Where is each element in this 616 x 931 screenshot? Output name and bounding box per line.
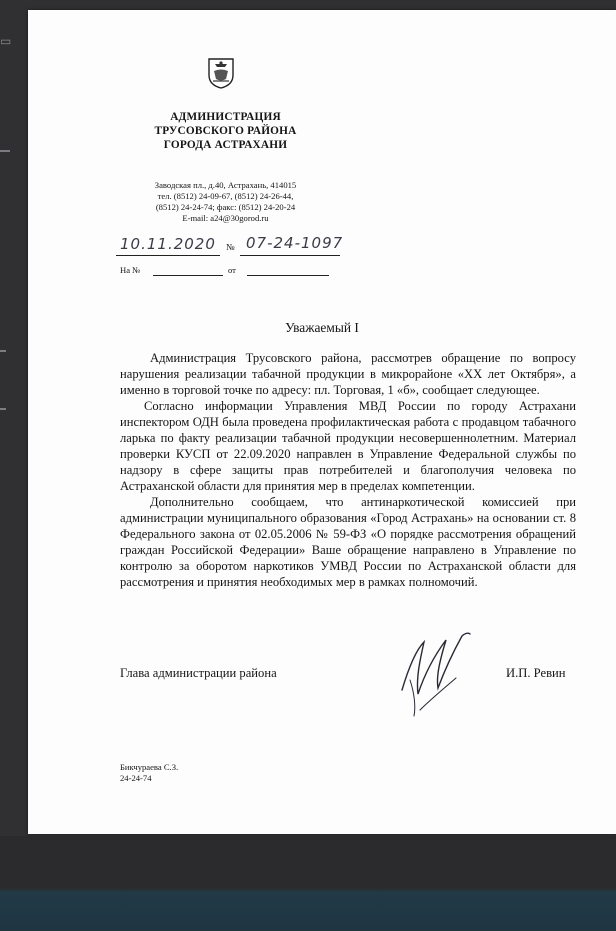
address-line: Заводская пл., д.40, Астрахань, 414015 — [154, 180, 297, 190]
letter-body — [120, 350, 576, 590]
date-underline — [116, 255, 220, 256]
number-underline — [240, 255, 340, 256]
body-paragraph: Дополнительно сообщаем, что антинаркотической комиссией при администрации муниципального образования «Город Астрахань» на основании ст. 8 Федерального закона от 02.05.2006 № 59-ФЗ «О порядке рассмотрения обращений граждан Российской Федерации» Ваше обращение направлено в Управление по контролю за оборотом наркотиков УМВД России по Астраханской области для рассмотрения и принятия необходимых мер в рамках полномочий. — [120, 495, 576, 589]
from-underline — [247, 275, 329, 276]
email-line: E-mail: a24@30gorod.ru — [182, 213, 269, 223]
body-paragraph: Согласно информации Управления МВД России по городу Астрахани инспектором ОДН была проведена профилактическая работа с продавцом табачного ларька по факту реализации табачной продукции несовершеннолетним. Материал проверки КУСП от 22.09.2020 направлен в Управление Федеральной службы по надзору в сфере защиты прав потребителей и благополучия человека по Астраханской области для принятия мер в пределах компетенции. — [120, 399, 576, 493]
reference-underline — [153, 275, 223, 276]
fax-line: (8512) 24-24-74; факс: (8512) 24-20-24 — [155, 202, 296, 212]
partial-text-mark — [0, 408, 6, 410]
signatory-name: И.П. Ревин — [506, 666, 566, 680]
executor-name: Бикчураева С.З. — [120, 762, 179, 772]
reference-label: На № — [120, 265, 141, 275]
phone-line: тел. (8512) 24-09-67, (8512) 24-26-44, — [157, 191, 294, 201]
executor-phone: 24-24-74 — [120, 773, 152, 783]
salutation: Уважаемый I — [285, 320, 359, 335]
body-paragraph: Администрация Трусовского района, рассмотрев обращение по вопросу нарушения реализации табачной продукции в микрорайоне «XX лет Октября», а именно в торговой точке по адресу: пл. Торговая, 1 «б», сообщает следующее. — [120, 351, 576, 397]
scanned-letter-page — [28, 10, 616, 834]
handwritten-outgoing-number: 07-24-1097 — [246, 234, 344, 252]
handwritten-date: 10.11.2020 — [120, 235, 216, 253]
number-sign: № — [226, 242, 235, 252]
viewer-bottom-band — [0, 836, 616, 931]
organization-line: ТРУСОВСКОГО РАЙОНА — [154, 125, 297, 137]
coat-of-arms-emblem — [207, 57, 235, 89]
organization-line: ГОРОДА АСТРАХАНИ — [163, 139, 288, 151]
registration-line — [116, 234, 356, 257]
partial-icon: ▭ — [0, 34, 12, 48]
signatory-title: Глава администрации района — [120, 666, 277, 680]
partial-text-mark — [0, 350, 6, 352]
organization-name — [128, 110, 323, 152]
partial-text-mark — [0, 150, 10, 152]
contact-block — [123, 180, 328, 224]
organization-line: АДМИНИСТРАЦИЯ — [170, 111, 281, 123]
reference-line — [120, 265, 360, 279]
from-label: от — [228, 265, 236, 275]
background-window-edge — [0, 20, 28, 820]
executor-block — [120, 762, 178, 784]
handwritten-signature — [390, 620, 480, 720]
